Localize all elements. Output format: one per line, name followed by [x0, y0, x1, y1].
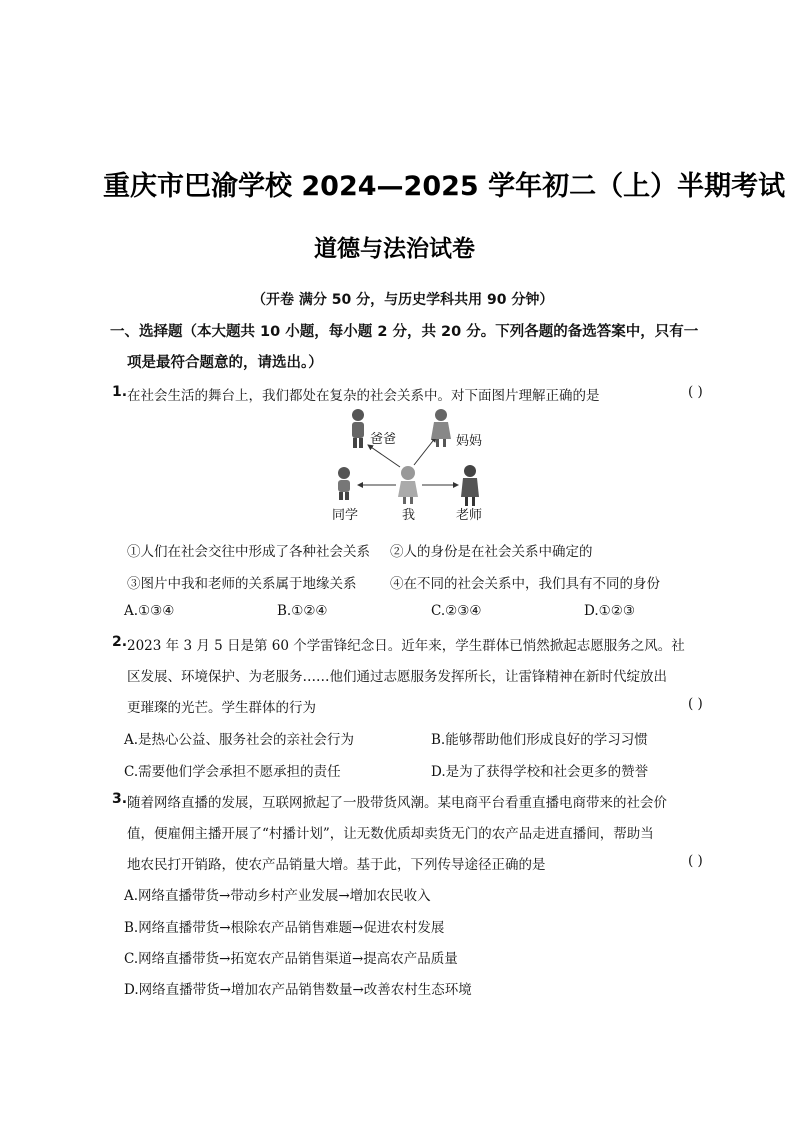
option-a[interactable]: A.网络直播带货→带动乡村产业发展→增加农民收入 — [124, 888, 431, 904]
option-b[interactable]: B.网络直播带货→根除农产品销售难题→促进农村发展 — [124, 920, 445, 936]
answer-bracket: ( ) — [688, 696, 703, 712]
answer-bracket: ( ) — [688, 384, 703, 400]
statement-2: ②人的身份是在社会关系中确定的 — [390, 544, 593, 560]
question-text-line: 2023 年 3 月 5 日是第 60 个学雷锋纪念日。近年来，学生群体已悄然掀起志愿服务之风。社 — [127, 638, 685, 654]
statement-3: ③图片中我和老师的关系属于地缘关系 — [127, 576, 357, 592]
me-person-icon — [398, 466, 418, 504]
teacher-person-icon — [461, 465, 479, 506]
dad-person-icon — [352, 409, 364, 448]
option-b[interactable]: B.①②④ — [277, 603, 328, 619]
option-d[interactable]: D.是为了获得学校和社会更多的赞誉 — [431, 764, 649, 780]
exam-note: （开卷 满分 50 分，与历史学科共用 90 分钟） — [252, 292, 554, 308]
option-b[interactable]: B.能够帮助他们形成良好的学习习惯 — [431, 732, 648, 748]
section-heading-line1: 一、选择题（本大题共 10 小题，每小题 2 分，共 20 分。下列各题的备选答案中，只有一 — [110, 324, 699, 340]
question-number: 2. — [112, 634, 128, 650]
option-a[interactable]: A.是热心公益、服务社会的亲社会行为 — [124, 732, 355, 748]
option-a[interactable]: A.①③④ — [124, 603, 175, 619]
classmate-person-icon — [338, 467, 350, 500]
question-text-line: 地农民打开销路，使农产品销量大增。基于此，下列传导途径正确的是 — [127, 857, 546, 873]
social-relations-figure — [330, 405, 490, 525]
arrow-to-dad — [368, 445, 400, 467]
label-classmate: 同学 — [332, 508, 359, 523]
question-text-line: 区发展、环境保护、为老服务……他们通过志愿服务发挥所长，让雷锋精神在新时代绽放出 — [127, 669, 667, 685]
mom-person-icon — [431, 409, 451, 447]
question-text-line: 更璀璨的光芒。学生群体的行为 — [127, 700, 316, 716]
label-me: 我 — [402, 508, 416, 523]
question-text-line: 值，便雇佣主播开展了“村播计划”，让无数优质却卖货无门的农产品走进直播间，帮助当 — [127, 826, 654, 842]
option-c[interactable]: C.网络直播带货→拓宽农产品销售渠道→提高农产品质量 — [124, 951, 458, 967]
label-dad: 爸爸 — [370, 432, 397, 447]
section-heading-line2: 项是最符合题意的，请选出。） — [127, 355, 323, 371]
question-number: 1. — [112, 384, 128, 400]
question-number: 3. — [112, 791, 128, 807]
option-d[interactable]: D.①②③ — [584, 603, 635, 619]
exam-title: 重庆市巴渝学校 2024—2025 学年初二（上）半期考试 — [103, 171, 786, 202]
arrow-to-mom — [414, 437, 436, 465]
option-c[interactable]: C.②③④ — [431, 603, 482, 619]
statement-4: ④在不同的社会关系中，我们具有不同的身份 — [390, 576, 660, 592]
question-text-line: 在社会生活的舞台上，我们都处在复杂的社会关系中。对下面图片理解正确的是 — [127, 388, 600, 404]
exam-subtitle: 道德与法治试卷 — [314, 236, 475, 262]
statement-1: ①人们在社会交往中形成了各种社会关系 — [127, 544, 370, 560]
answer-bracket: ( ) — [688, 853, 703, 869]
label-teacher: 老师 — [456, 508, 483, 523]
option-c[interactable]: C.需要他们学会承担不愿承担的责任 — [124, 764, 341, 780]
relations-diagram — [330, 405, 490, 525]
label-mom: 妈妈 — [456, 434, 483, 449]
question-text-line: 随着网络直播的发展，互联网掀起了一股带货风潮。某电商平台看重直播电商带来的社会价 — [127, 795, 667, 811]
option-d[interactable]: D.网络直播带货→增加农产品销售数量→改善农村生态环境 — [124, 982, 472, 998]
